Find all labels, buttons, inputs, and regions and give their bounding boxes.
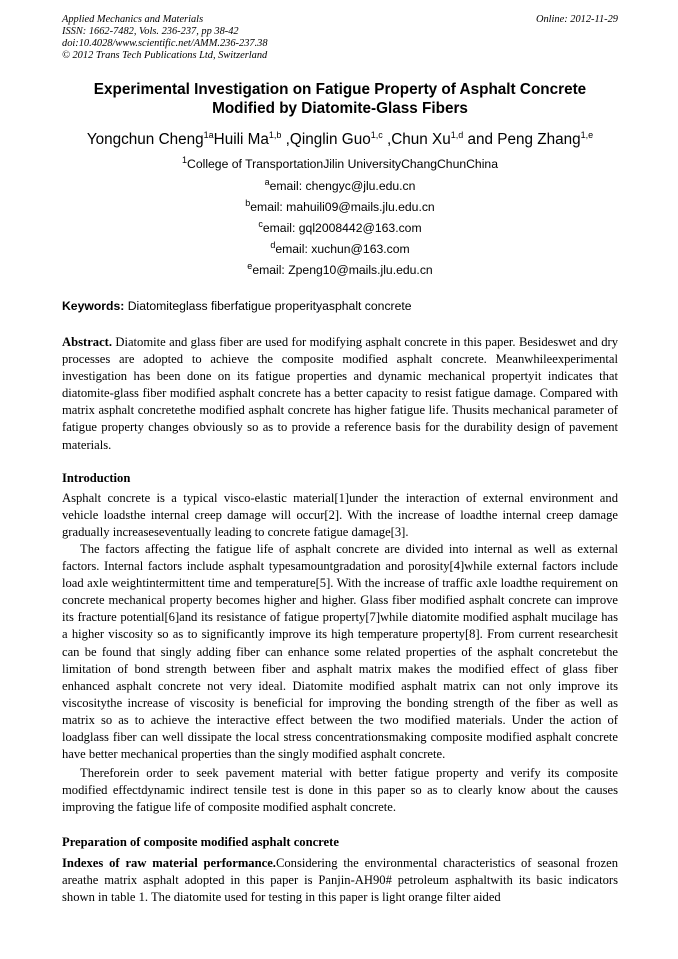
copyright-line: © 2012 Trans Tech Publications Ltd, Switzerland xyxy=(62,50,268,61)
doi-line: doi:10.4028/www.scientific.net/AMM.236-237.38 xyxy=(62,38,268,49)
email-line xyxy=(62,197,618,215)
keywords-label: Keywords: xyxy=(62,299,125,313)
preparation-paragraph xyxy=(62,855,618,906)
preparation-heading: Preparation of composite modified asphalt concrete xyxy=(62,835,339,849)
abstract-text: Diatomite and glass fiber are used for modifying asphalt concrete in this paper. Besideswet and dry processes are adopted to achieve the composite modified asphalt concrete. Meanwhileexperimental investigation has been done on its fatigue properties and dynamic mechanical propertyit indicates that diatomite-glass fiber modified asphalt concrete has a better capacity to resist fatigue damage. Compared with matrix asphalt concretethe modified asphalt concrete has higher fatigue life. Thusits mechanical parameter of fatigue property changes obviously so as to provide a reference basis for the durability design of pavement materials. xyxy=(62,335,618,452)
email-line xyxy=(62,260,618,278)
author-name: Yongchun Cheng xyxy=(86,131,204,148)
preparation-text: Considering the environmental characteristics of seasonal frozen areathe matrix asphalt adopted in this paper is Panjin-AH90# petroleum asphaltwith its basic indicators shown in table 1. The diatomite used for testing in this paper is light orange filter aided xyxy=(62,856,618,905)
keywords-text: Diatomiteglass fiberfatigue properityasphalt concrete xyxy=(124,299,412,313)
email-text: email: gql2008442@163.com xyxy=(262,221,422,235)
journal-name: Applied Mechanics and Materials xyxy=(62,14,204,25)
abstract-label: Abstract. xyxy=(62,335,113,349)
keywords xyxy=(62,298,618,314)
affiliation-mark: 1 xyxy=(182,154,188,165)
author-list xyxy=(40,130,640,150)
author-affiliation-mark: 1,b xyxy=(268,129,282,140)
email-mark: d xyxy=(270,239,276,250)
title-line-1: Experimental Investigation on Fatigue Property of Asphalt Concrete xyxy=(93,81,587,98)
online-date: Online: 2012-11-29 xyxy=(535,14,618,25)
author-affiliation-mark: 1a xyxy=(203,129,214,140)
email-line xyxy=(62,239,618,257)
affiliation-text: College of TransportationJilin UniversityChangChunChina xyxy=(187,157,498,171)
author-name: ,Qinglin Guo xyxy=(281,131,371,148)
issn-line: ISSN: 1662-7482, Vols. 236-237, pp 38-42 xyxy=(62,26,239,37)
email-mark: a xyxy=(264,176,270,187)
email-mark: b xyxy=(245,197,251,208)
email-line xyxy=(62,176,618,194)
abstract xyxy=(62,334,618,454)
email-mark: e xyxy=(247,260,253,271)
introduction-heading: Introduction xyxy=(62,471,131,485)
author-name: Huili Ma xyxy=(213,131,269,148)
author-affiliation-mark: 1,d xyxy=(450,129,464,140)
paper-title xyxy=(62,80,618,118)
author-name: and Peng Zhang xyxy=(463,131,581,148)
introduction-paragraph-2: The factors affecting the fatigue life of asphalt concrete are divided into internal as well as external factors. Internal factors include asphalt typesamountgradation and porosity[4]while external factors include load axle weightintermittent time and temperature[5]. With the increase of traffic axle loadthe requirement on concrete mechanical property becomes higher and higher. Glass fiber modified asphalt concrete can improve its fracture potential[6]and its resistance of fatigue property[7]while diatomite modified asphalt mucilage has a higher viscosity so as to significantly improve its high temperature property[8]. From current researchesit can be found that singly adding fiber can enhance some related properties of the asphalt concretebut the limitation of bond strength between fiber and asphalt matrix makes the modified effect of glass fiber enhanced asphalt concrete not very ideal. Diatomite modified asphalt matrix can not only improve its viscositythe increase of viscosity is beneficial for improving the bonding strength of the fiber as well as matrix so as to achieve the interactive effect between the two modified materials. Under the action of loadglass fiber can well dissipate the local stress concentrationsmaking composite modified asphalt concrete have better mechanical properties than the singly modified asphalt concrete. xyxy=(62,542,618,762)
preparation-lead: Indexes of raw material performance. xyxy=(62,856,276,870)
author-affiliation-mark: 1,e xyxy=(580,129,594,140)
email-text: email: Zpeng10@mails.jlu.edu.cn xyxy=(252,263,433,277)
email-text: email: chengyc@jlu.edu.cn xyxy=(269,179,416,193)
author-name: ,Chun Xu xyxy=(382,131,451,148)
email-text: email: mahuili09@mails.jlu.edu.cn xyxy=(250,200,435,214)
journal-header xyxy=(62,14,618,62)
introduction-paragraph-3: Thereforein order to seek pavement material with better fatigue property and verify its composite modified effectdynamic indirect tensile test is done in this paper so as to clearly know about the causes improving the fatigue life of composite modified asphalt concrete. xyxy=(62,766,618,815)
email-mark: c xyxy=(258,218,263,229)
affiliation xyxy=(62,154,618,172)
title-line-2: Modified by Diatomite-Glass Fibers xyxy=(212,100,468,117)
author-affiliation-mark: 1,c xyxy=(370,129,383,140)
email-line xyxy=(62,218,618,236)
email-text: email: xuchun@163.com xyxy=(275,242,410,256)
introduction-paragraph-1: Asphalt concrete is a typical visco-elastic material[1]under the interaction of external environment and vehicle loadsthe internal creep damage will occur[2]. With the increase of loadthe internal creep damage gradually increaseseventually leading to concrete fatigue damage[3]. xyxy=(62,491,618,540)
